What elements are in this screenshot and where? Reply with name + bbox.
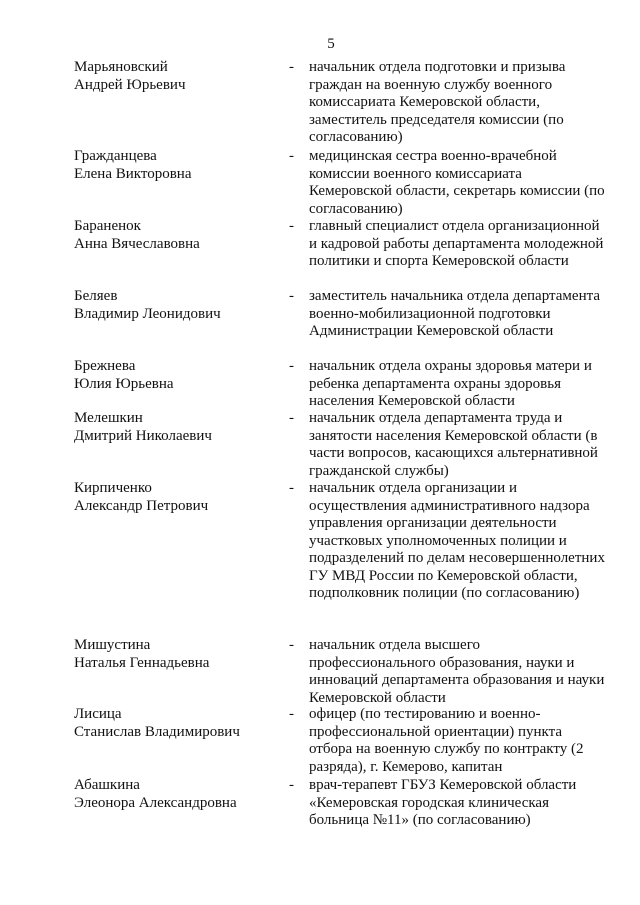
member-role: начальник отдела охраны здоровья матери и ребенка департамента охраны здоровья населения Кемеровской области: [309, 358, 592, 409]
member-entry: [0, 777, 640, 831]
member-role: заместитель начальника отдела департамента военно-мобилизационной подготовки Администрации Кемеровской области: [309, 288, 600, 339]
member-entry: [0, 148, 640, 218]
member-given-name: Елена Викторовна: [74, 165, 192, 182]
member-surname: Брежнева: [74, 358, 136, 374]
member-name: [74, 218, 274, 253]
member-entry: [0, 59, 640, 148]
member-surname: Бараненок: [74, 218, 141, 234]
dash-separator: -: [289, 480, 294, 496]
member-name: [74, 288, 274, 323]
member-surname: Абашкина: [74, 777, 140, 793]
member-entry: [0, 637, 640, 706]
member-given-name: Дмитрий Николаевич: [74, 427, 212, 444]
member-given-name: Александр Петрович: [74, 497, 209, 514]
dash-separator: -: [289, 358, 294, 374]
member-given-name: Наталья Геннадьевна: [74, 654, 210, 671]
member-role: врач-терапевт ГБУЗ Кемеровской области «Кемеровская городская клиническая больница №11» (по согласованию): [309, 777, 577, 828]
member-role: начальник отдела подготовки и призыва граждан на военную службу военного комиссариата Кемеровской области, заместитель председателя комиссии (по согласованию): [309, 59, 566, 145]
member-entry: [0, 706, 640, 777]
member-surname: Мишустина: [74, 637, 151, 653]
member-given-name: Станислав Владимирович: [74, 723, 240, 740]
member-name: [74, 637, 274, 672]
member-entry: [0, 410, 640, 480]
member-role: главный специалист отдела организационной и кадровой работы департамента молодежной политики и спорта Кемеровской области: [309, 218, 604, 269]
member-name: [74, 148, 274, 183]
dash-separator: -: [289, 777, 294, 793]
member-given-name: Юлия Юрьевна: [74, 375, 174, 392]
member-surname: Мелешкин: [74, 410, 143, 426]
member-name: [74, 480, 274, 515]
member-surname: Беляев: [74, 288, 118, 304]
member-role: начальник отдела высшего профессионального образования, науки и инноваций департамента образования и науки Кемеровской области: [309, 637, 605, 706]
page-number: 5: [327, 36, 335, 52]
member-entry: [0, 288, 640, 358]
member-entry: [0, 358, 640, 410]
member-given-name: Владимир Леонидович: [74, 305, 221, 322]
member-surname: Марьяновский: [74, 59, 168, 75]
member-name: [74, 358, 274, 393]
member-role: офицер (по тестированию и военно-профессиональной ориентации) пункта отбора на военную службу по контракту (2 разряда), г. Кемерово, капитан: [309, 706, 584, 775]
dash-separator: -: [289, 288, 294, 304]
dash-separator: -: [289, 218, 294, 234]
member-entry: [0, 218, 640, 288]
member-surname: Кирпиченко: [74, 480, 152, 496]
dash-separator: -: [289, 410, 294, 426]
member-name: [74, 706, 274, 741]
member-entry: [0, 480, 640, 637]
dash-separator: -: [289, 706, 294, 722]
commission-members-list: [0, 59, 640, 831]
dash-separator: -: [289, 148, 294, 164]
member-role: начальник отдела организации и осуществления административного надзора управления организации деятельности участковых уполномоченных полиции и подразделений по делам несовершеннолетних ГУ МВД России по Кемеровской области, подполковник полиции (по согласованию): [309, 480, 605, 601]
member-given-name: Андрей Юрьевич: [74, 76, 186, 93]
member-surname: Гражданцева: [74, 148, 157, 164]
member-given-name: Анна Вячеславовна: [74, 235, 200, 252]
member-role: медицинская сестра военно-врачебной комиссии военного комиссариата Кемеровской области, секретарь комиссии (по согласованию): [309, 148, 605, 217]
member-name: [74, 410, 274, 445]
member-given-name: Элеонора Александровна: [74, 794, 237, 811]
member-role: начальник отдела департамента труда и занятости населения Кемеровской области (в части вопросов, касающихся альтернативной гражданской службы): [309, 410, 598, 479]
member-name: [74, 59, 274, 94]
member-name: [74, 777, 274, 812]
dash-separator: -: [289, 59, 294, 75]
member-surname: Лисица: [74, 706, 122, 722]
dash-separator: -: [289, 637, 294, 653]
